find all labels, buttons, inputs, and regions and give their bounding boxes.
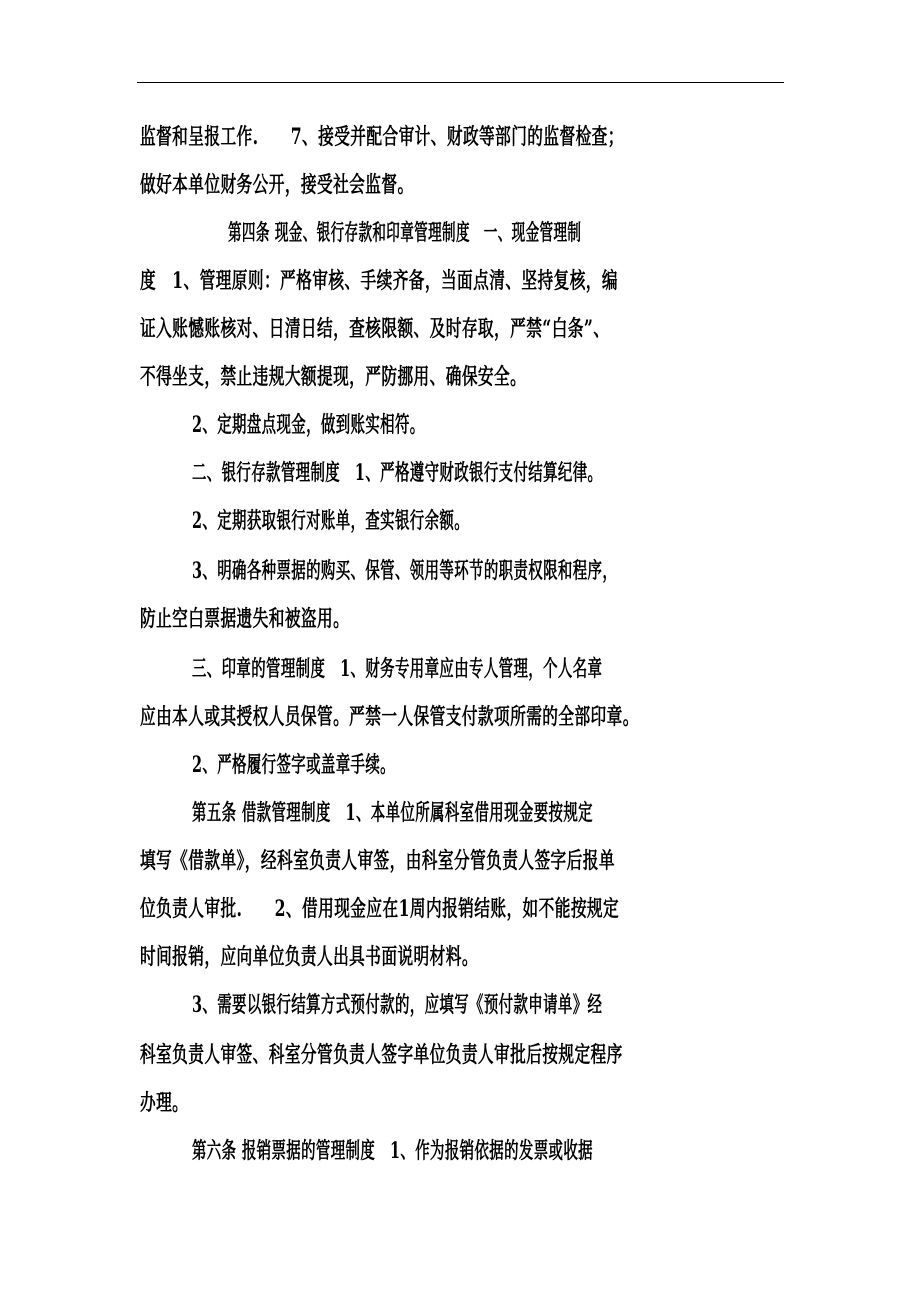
text-line: 第六条 报销票据的管理制度 1、作为报销依据的发票或收据 bbox=[192, 1138, 593, 1164]
text-line: 应由本人或其授权人员保管。严禁一人保管支付款项所需的全部印章。 bbox=[140, 704, 639, 730]
text-line: 防止空白票据遗失和被盗用。 bbox=[140, 606, 350, 632]
header-rule bbox=[137, 82, 784, 83]
text-line: 证入账憾账核对、日清日结，查核限额、及时存取，严禁“白条”、 bbox=[140, 316, 610, 342]
text-line: 监督和呈报工作. 7、接受并配合审计、财政等部门的监督检查； bbox=[140, 124, 624, 150]
text-line: 2、定期盘点现金，做到账实相符。 bbox=[192, 412, 425, 438]
text-line: 不得坐支，禁止违规大额提现，严防挪用、确保安全。 bbox=[140, 364, 527, 390]
text-line: 二、银行存款管理制度 1、严格遵守财政银行支付结算纪律。 bbox=[192, 460, 603, 486]
text-line: 科室负责人审签、科室分管负责人签字单位负责人审批后按规定程序 bbox=[140, 1042, 623, 1068]
text-line: 第五条 借款管理制度 1、本单位所属科室借用现金要按规定 bbox=[192, 800, 593, 826]
text-line: 2、定期获取银行对账单，查实银行余额。 bbox=[192, 508, 470, 534]
text-line: 度 1、管理原则：严格审核、手续齐备，当面点清、坚持复核，编 bbox=[140, 268, 618, 294]
text-line: 位负责人审批. 2、借用现金应在1周内报销结账，如不能按规定 bbox=[140, 896, 620, 922]
text-line: 填写《借款单》，经科室负责人审签，由科室分管负责人签字后报单 bbox=[140, 848, 615, 874]
text-line: 时间报销，应向单位负责人出具书面说明材料。 bbox=[140, 944, 478, 970]
text-line: 3、明确各种票据的购买、保管、领用等环节的职责权限和程序， bbox=[192, 558, 618, 584]
text-line: 2、严格履行签字或盖章手续。 bbox=[192, 752, 395, 778]
text-line: 做好本单位财务公开，接受社会监督。 bbox=[140, 172, 414, 198]
text-line: 办理。 bbox=[140, 1090, 189, 1116]
text-line: 第四条 现金、银行存款和印章管理制度 一、现金管理制 bbox=[228, 220, 582, 246]
text-line: 3、需要以银行结算方式预付款的，应填写《预付款申请单》经 bbox=[192, 992, 603, 1018]
text-line: 三、印章的管理制度 1、财务专用章应由专人管理，个人名章 bbox=[192, 656, 603, 682]
